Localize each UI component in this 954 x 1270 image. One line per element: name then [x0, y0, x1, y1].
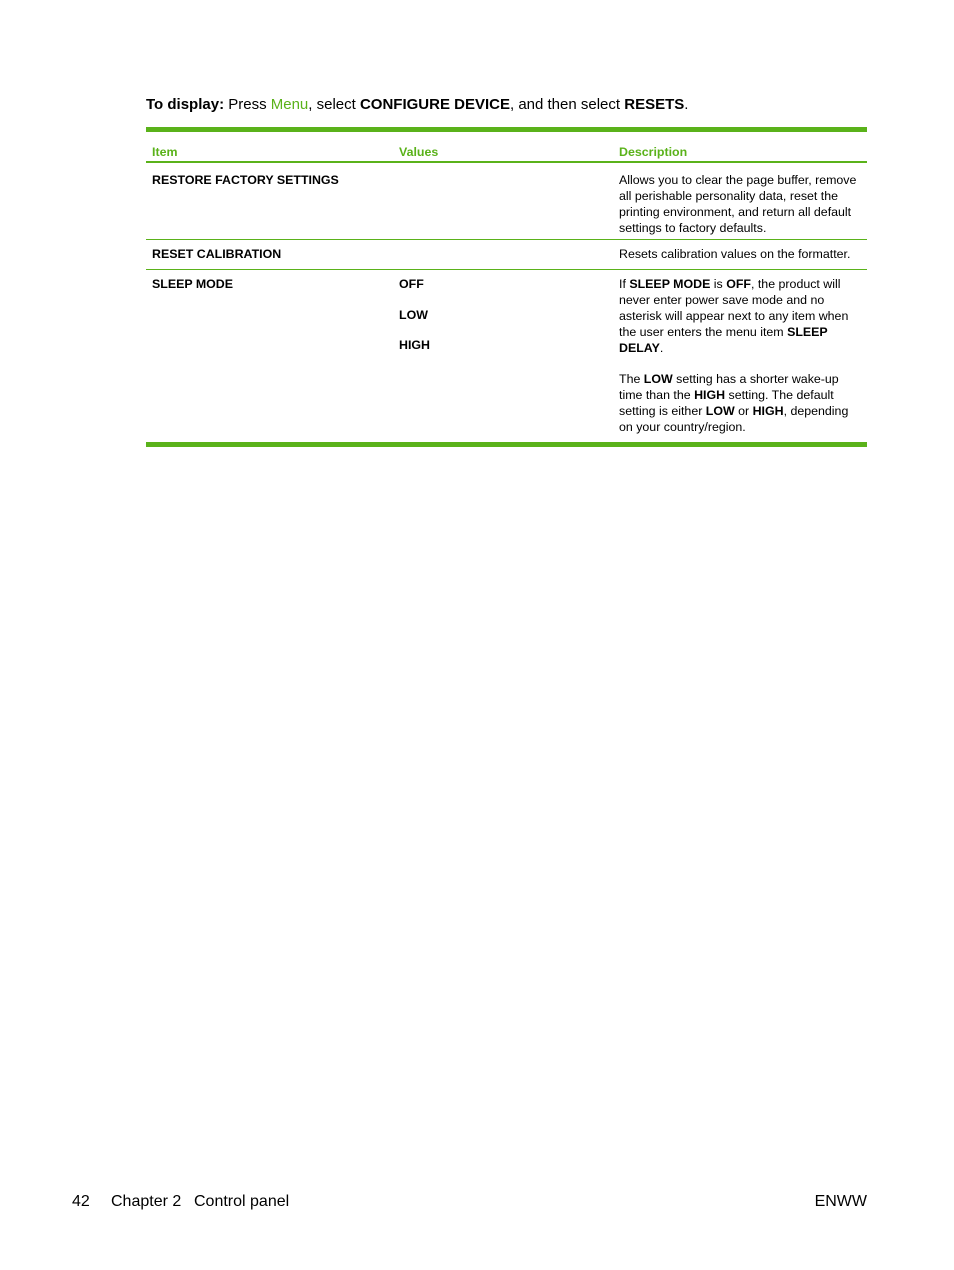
- table-bottom-rule: [146, 442, 867, 447]
- chapter-label: Chapter 2: [111, 1193, 182, 1210]
- desc-text: is: [710, 277, 727, 291]
- display-instructions: [146, 95, 688, 115]
- desc-text: .: [659, 341, 664, 355]
- desc-text: , the product will never enter power save mode and no asterisk will appear next to any item when the user enters the menu item: [619, 277, 849, 339]
- value-option-high: HIGH: [399, 338, 430, 352]
- menu-button-reference: Menu: [270, 96, 309, 113]
- desc-text: , depending on your country/region.: [619, 404, 849, 434]
- table-row: [146, 270, 867, 442]
- intro-text: , select: [308, 96, 360, 113]
- value-option-low: LOW: [399, 308, 428, 322]
- configure-device-reference: CONFIGURE DEVICE: [359, 96, 510, 113]
- desc-text: or: [734, 404, 753, 418]
- desc-bold: SLEEP MODE: [629, 277, 711, 291]
- item-name: RESTORE FACTORY SETTINGS: [152, 173, 339, 187]
- desc-text: setting has a shorter wake-up time than the: [619, 372, 839, 402]
- table-header-row: [146, 132, 867, 161]
- column-header-description: Description: [619, 145, 688, 159]
- item-description: Allows you to clear the page buffer, remove all perishable personality data, reset the printing environment, and return all default settings to factory defaults.: [619, 173, 857, 235]
- intro-text: , and then select: [509, 96, 625, 113]
- to-display-label: To display:: [146, 96, 225, 113]
- section-label: Control panel: [194, 1193, 290, 1210]
- intro-text: Press: [224, 96, 271, 113]
- column-header-values: Values: [399, 145, 439, 159]
- sleep-mode-settings-paragraph: [619, 371, 865, 435]
- item-name: RESET CALIBRATION: [152, 247, 282, 261]
- desc-bold: LOW: [705, 404, 735, 418]
- table-row: [146, 163, 867, 240]
- desc-bold: SLEEP DELAY: [619, 325, 828, 355]
- item-description: Resets calibration values on the formatter.: [619, 247, 851, 261]
- desc-text: If: [619, 277, 630, 291]
- desc-text: The: [619, 372, 644, 386]
- sleep-mode-description-paragraph: [619, 276, 865, 356]
- desc-text: setting. The default setting is either: [619, 388, 834, 418]
- desc-bold: HIGH: [694, 388, 726, 402]
- intro-text: .: [684, 96, 689, 113]
- desc-bold: LOW: [643, 372, 673, 386]
- resets-menu-table: [146, 127, 867, 447]
- item-name: SLEEP MODE: [152, 277, 234, 291]
- value-option-off: OFF: [399, 277, 424, 291]
- resets-reference: RESETS: [624, 96, 685, 113]
- table-row: [146, 240, 867, 270]
- page-number: 42: [72, 1193, 90, 1210]
- column-header-item: Item: [152, 145, 178, 159]
- document-code: ENWW: [814, 1193, 867, 1210]
- desc-bold: HIGH: [752, 404, 784, 418]
- item-description: [619, 276, 865, 435]
- desc-bold: OFF: [726, 277, 751, 291]
